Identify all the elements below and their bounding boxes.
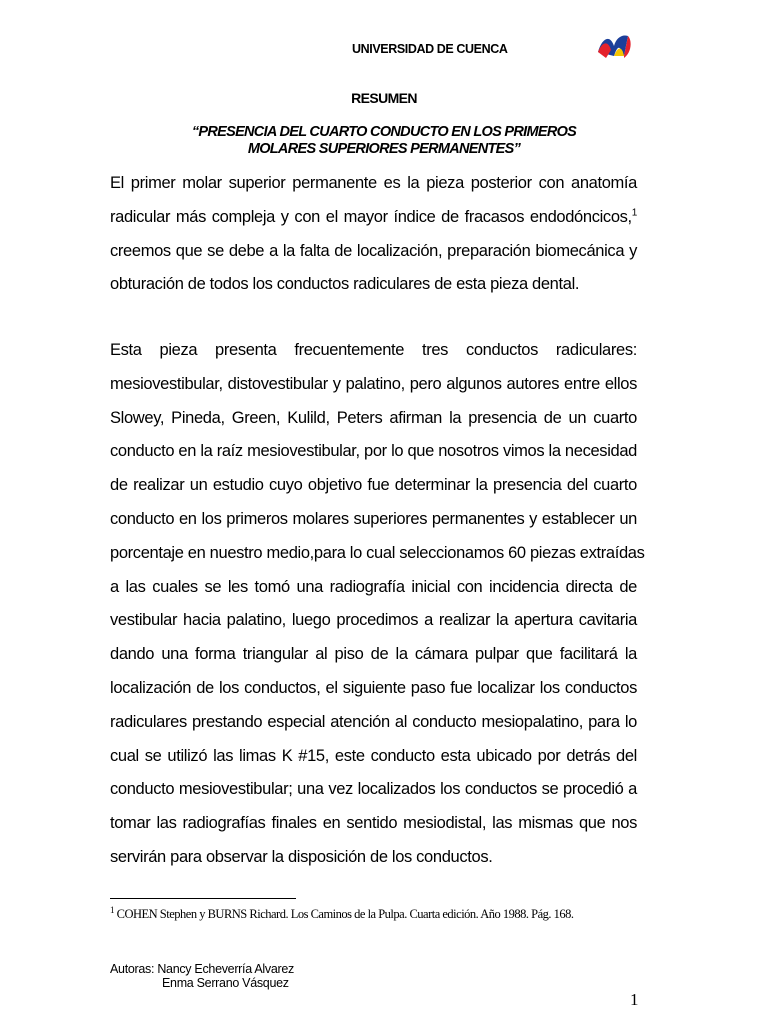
paragraph-line: radiculares prestando especial atención al conducto mesiopalatino, para lo	[110, 712, 637, 731]
paragraph-line: creemos que se debe a la falta de localización, preparación biomecánica y	[110, 241, 637, 260]
institution-header: UNIVERSIDAD DE CUENCA	[352, 42, 508, 56]
document-title: RESUMEN	[351, 90, 417, 106]
paragraph-line: de realizar un estudio cuyo objetivo fue determinar la presencia del cuarto	[110, 476, 637, 495]
footnote-number: 1	[110, 905, 114, 915]
paragraph-line: conducto mesiovestibular; una vez localizados los conductos se procedió a	[110, 780, 637, 799]
paragraph-line: obturación de todos los conductos radiculares de esta pieza dental.	[110, 275, 580, 294]
paragraph-line	[110, 201, 637, 235]
authors-line: Autoras: Nancy Echeverría Alvarez	[110, 962, 294, 976]
subtitle-line: “PRESENCIA DEL CUARTO CONDUCTO EN LOS PRIMEROS	[191, 124, 577, 140]
paragraph-line: Esta pieza presenta frecuentemente tres conductos radiculares:	[110, 341, 637, 359]
paragraph-2	[110, 334, 645, 875]
paragraph-line: El primer molar superior permanente es la pieza posterior con anatomía	[110, 174, 637, 192]
paragraph-line: a las cuales se les tomó una radiografía inicial con incidencia directa de	[110, 577, 637, 596]
paragraph-line: mesiovestibular, distovestibular y palatino, pero algunos autores entre ellos	[110, 374, 637, 393]
paragraph-line: vestibular hacia palatino, luego procedimos a realizar la apertura cavitaria	[110, 611, 637, 630]
paragraph-line: servirán para observar la disposición de los conductos.	[110, 847, 493, 866]
footnote	[110, 905, 574, 922]
footnote-divider	[110, 898, 296, 899]
paragraph-line: Slowey, Pineda, Green, Kulild, Peters afirman la presencia de un cuarto	[110, 408, 637, 427]
paragraph-line: conducto en los primeros molares superiores permanentes y establecer un	[110, 509, 637, 528]
document-subtitle	[0, 124, 768, 158]
page-number: 1	[630, 990, 639, 1009]
paragraph-line: localización de los conductos, el siguiente paso fue localizar los conductos	[110, 678, 637, 697]
paragraph-line: cual se utilizó las limas K #15, este conducto esta ubicado por detrás del	[110, 746, 637, 765]
authors-block	[110, 962, 294, 990]
university-logo-icon	[594, 30, 634, 64]
footnote-reference: 1	[631, 207, 637, 219]
authors-line: Enma Serrano Vásquez	[162, 976, 289, 990]
paragraph-line: dando una forma triangular al piso de la cámara pulpar que facilitará la	[110, 645, 637, 664]
subtitle-line: MOLARES SUPERIORES PERMANENTES”	[247, 141, 521, 157]
footnote-text: COHEN Stephen y BURNS Richard. Los Caminos de la Pulpa. Cuarta edición. Año 1988. Pág. 168.	[114, 907, 574, 922]
paragraph-1	[110, 167, 637, 302]
paragraph-line: porcentaje en nuestro medio,para lo cual seleccionamos 60 piezas extraídas	[110, 543, 645, 562]
paragraph-line-text: radicular más compleja y con el mayor índice de fracasos endodóncicos,	[110, 207, 632, 226]
paragraph-line: conducto en la raíz mesiovestibular, por lo que nosotros vimos la necesidad	[110, 442, 637, 461]
paragraph-line: tomar las radiografías finales en sentido mesiodistal, las mismas que nos	[110, 814, 637, 833]
